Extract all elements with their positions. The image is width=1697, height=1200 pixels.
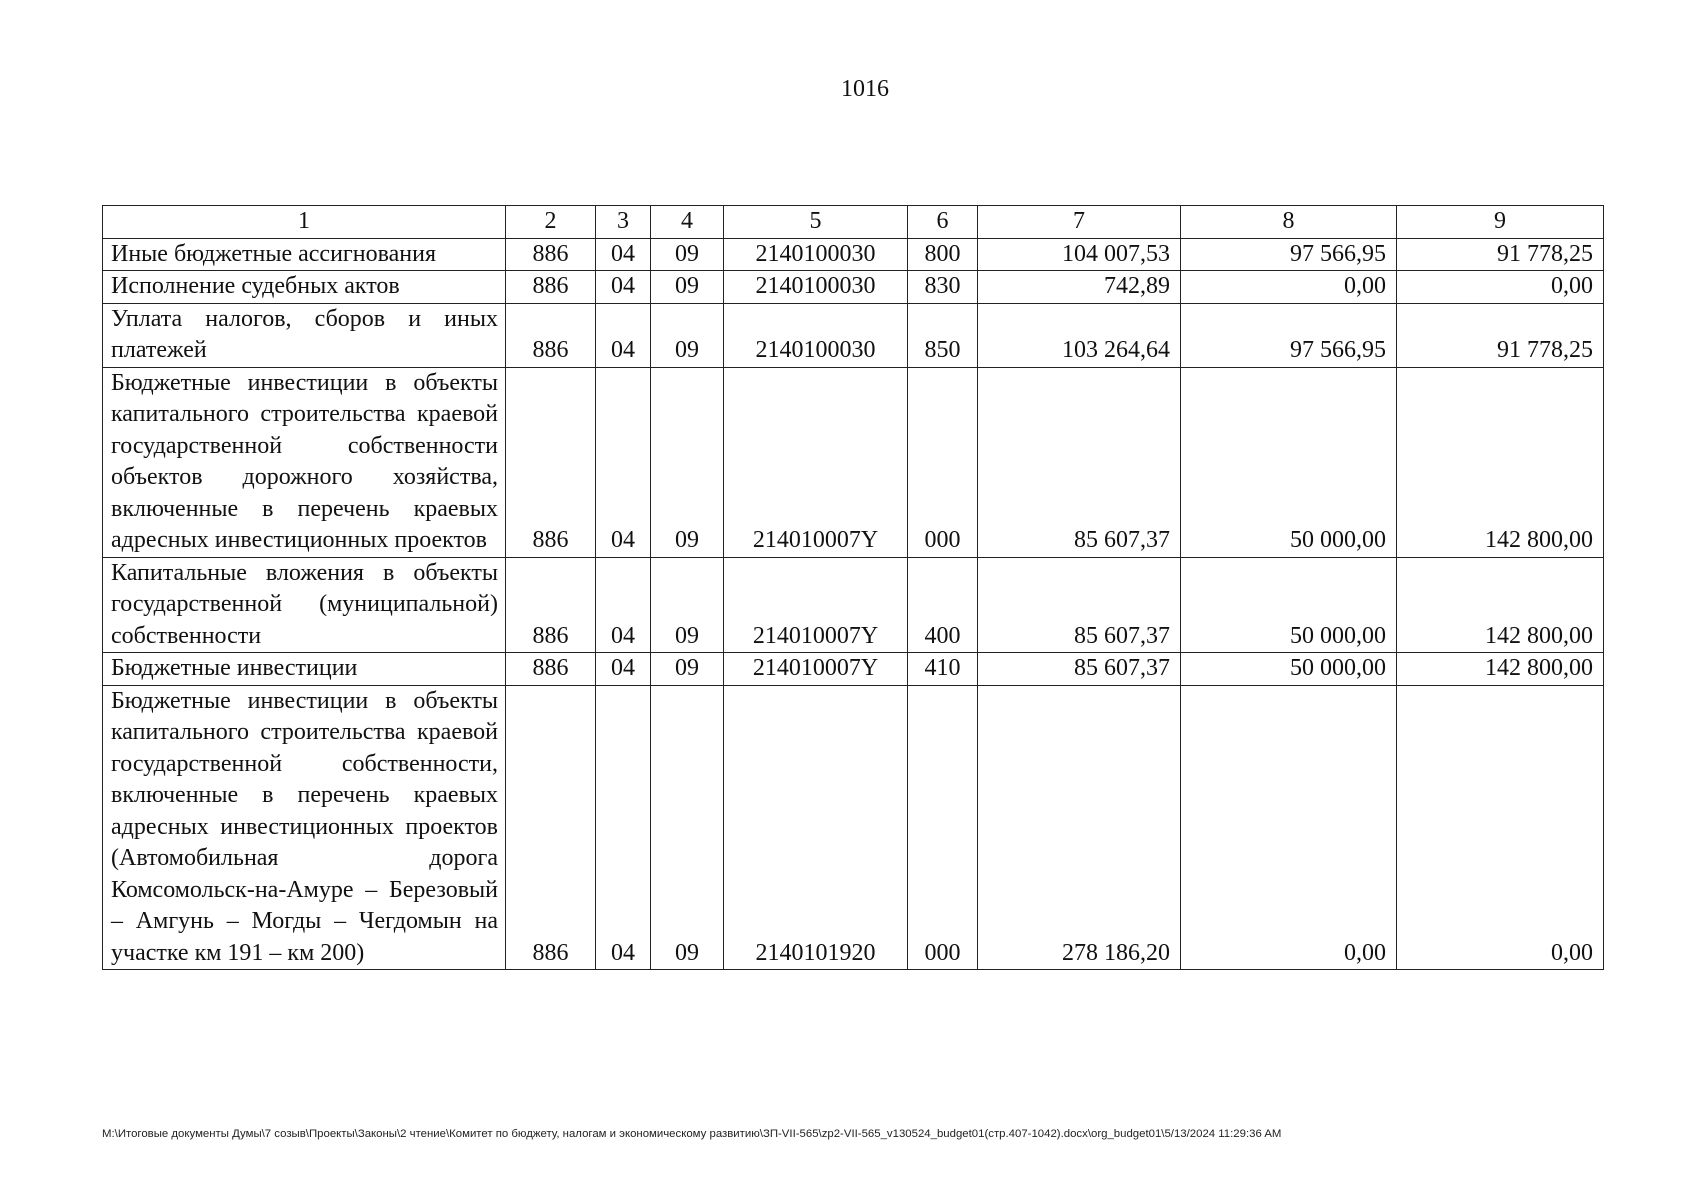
amount-col8: 0,00 bbox=[1181, 685, 1397, 970]
target-article-code: 214010007Y bbox=[724, 367, 908, 557]
table-row bbox=[103, 271, 1604, 304]
table-header-row bbox=[103, 206, 1604, 239]
column-header: 5 bbox=[724, 206, 908, 239]
admin-code: 886 bbox=[506, 303, 596, 367]
expense-type-code: 000 bbox=[908, 367, 978, 557]
table-row bbox=[103, 367, 1604, 557]
column-header: 6 bbox=[908, 206, 978, 239]
table-row bbox=[103, 685, 1604, 970]
expense-type-code: 410 bbox=[908, 653, 978, 686]
target-article-code: 2140100030 bbox=[724, 271, 908, 304]
amount-col8: 50 000,00 bbox=[1181, 557, 1397, 653]
table-row bbox=[103, 303, 1604, 367]
expense-type-code: 800 bbox=[908, 238, 978, 271]
admin-code: 886 bbox=[506, 653, 596, 686]
amount-col9: 142 800,00 bbox=[1397, 557, 1604, 653]
subsection-code: 09 bbox=[651, 367, 724, 557]
admin-code: 886 bbox=[506, 367, 596, 557]
target-article-code: 214010007Y bbox=[724, 557, 908, 653]
amount-col9: 0,00 bbox=[1397, 685, 1604, 970]
row-name: Уплата налогов, сборов и иных платежей bbox=[103, 303, 506, 367]
subsection-code: 09 bbox=[651, 271, 724, 304]
section-code: 04 bbox=[596, 685, 651, 970]
amount-col9: 91 778,25 bbox=[1397, 238, 1604, 271]
subsection-code: 09 bbox=[651, 238, 724, 271]
subsection-code: 09 bbox=[651, 653, 724, 686]
expense-type-code: 850 bbox=[908, 303, 978, 367]
amount-col9: 91 778,25 bbox=[1397, 303, 1604, 367]
amount-col7: 85 607,37 bbox=[978, 653, 1181, 686]
amount-col7: 103 264,64 bbox=[978, 303, 1181, 367]
amount-col8: 0,00 bbox=[1181, 271, 1397, 304]
amount-col7: 104 007,53 bbox=[978, 238, 1181, 271]
target-article-code: 214010007Y bbox=[724, 653, 908, 686]
subsection-code: 09 bbox=[651, 685, 724, 970]
amount-col9: 0,00 bbox=[1397, 271, 1604, 304]
target-article-code: 2140100030 bbox=[724, 303, 908, 367]
page-number: 1016 bbox=[841, 76, 889, 102]
section-code: 04 bbox=[596, 653, 651, 686]
row-name: Бюджетные инвестиции в объекты капитального строительства краевой государственной собственности объектов дорожного хозяйства, включенные в перечень краевых адресных инвестиционных проектов bbox=[103, 367, 506, 557]
amount-col7: 742,89 bbox=[978, 271, 1181, 304]
column-header: 4 bbox=[651, 206, 724, 239]
target-article-code: 2140101920 bbox=[724, 685, 908, 970]
row-name: Исполнение судебных актов bbox=[103, 271, 506, 304]
column-header: 2 bbox=[506, 206, 596, 239]
column-header: 3 bbox=[596, 206, 651, 239]
table-row bbox=[103, 238, 1604, 271]
admin-code: 886 bbox=[506, 238, 596, 271]
amount-col8: 50 000,00 bbox=[1181, 367, 1397, 557]
target-article-code: 2140100030 bbox=[724, 238, 908, 271]
subsection-code: 09 bbox=[651, 303, 724, 367]
row-name: Иные бюджетные ассигнования bbox=[103, 238, 506, 271]
amount-col7: 278 186,20 bbox=[978, 685, 1181, 970]
section-code: 04 bbox=[596, 303, 651, 367]
admin-code: 886 bbox=[506, 271, 596, 304]
table-row bbox=[103, 557, 1604, 653]
expense-type-code: 830 bbox=[908, 271, 978, 304]
amount-col7: 85 607,37 bbox=[978, 367, 1181, 557]
expense-type-code: 000 bbox=[908, 685, 978, 970]
amount-col8: 50 000,00 bbox=[1181, 653, 1397, 686]
column-header: 7 bbox=[978, 206, 1181, 239]
section-code: 04 bbox=[596, 271, 651, 304]
subsection-code: 09 bbox=[651, 557, 724, 653]
admin-code: 886 bbox=[506, 557, 596, 653]
file-path-footer: M:\Итоговые документы Думы\7 созыв\Проекты\Законы\2 чтение\Комитет по бюджету, налогам и экономическому развитию\ЗП-VII-565\zp2-VII-565_v130524_budget01(стр.407-1042).docx\org_budget01\5/13/2024 11:29:36 AM bbox=[102, 1128, 1282, 1140]
column-header: 9 bbox=[1397, 206, 1604, 239]
row-name: Бюджетные инвестиции bbox=[103, 653, 506, 686]
amount-col9: 142 800,00 bbox=[1397, 367, 1604, 557]
row-name: Бюджетные инвестиции в объекты капитального строительства краевой государственной собственности, включенные в перечень краевых адресных инвестиционных проектов (Автомобильная дорога Комсомольск-на-Амуре – Березовый – Амгунь – Могды – Чегдомын на участке км 191 – км 200) bbox=[103, 685, 506, 970]
amount-col7: 85 607,37 bbox=[978, 557, 1181, 653]
amount-col9: 142 800,00 bbox=[1397, 653, 1604, 686]
section-code: 04 bbox=[596, 238, 651, 271]
section-code: 04 bbox=[596, 557, 651, 653]
row-name: Капитальные вложения в объекты государственной (муниципальной) собственности bbox=[103, 557, 506, 653]
budget-table bbox=[102, 205, 1604, 970]
admin-code: 886 bbox=[506, 685, 596, 970]
column-header: 1 bbox=[103, 206, 506, 239]
column-header: 8 bbox=[1181, 206, 1397, 239]
amount-col8: 97 566,95 bbox=[1181, 238, 1397, 271]
table-row bbox=[103, 653, 1604, 686]
section-code: 04 bbox=[596, 367, 651, 557]
expense-type-code: 400 bbox=[908, 557, 978, 653]
amount-col8: 97 566,95 bbox=[1181, 303, 1397, 367]
